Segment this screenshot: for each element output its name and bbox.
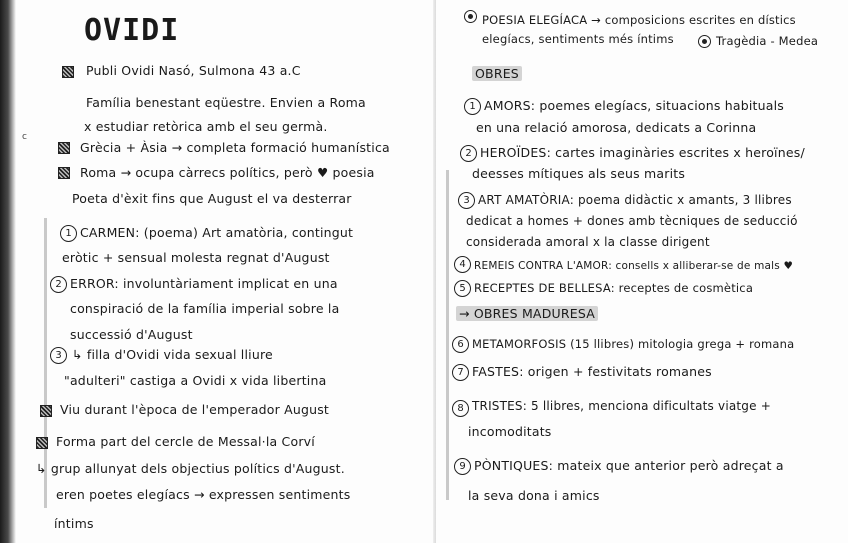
note-line: íntims <box>54 516 94 531</box>
number-marker-icon: 3 <box>458 192 475 209</box>
note-line: Poeta d'èxit fins que August el va desterrar <box>72 191 352 206</box>
note-line: Família benestant eqüestre. Envien a Roma <box>86 95 366 110</box>
note-line: ERROR: involuntàriament implicat en una <box>70 276 338 291</box>
margin-mark: c <box>22 132 27 142</box>
note-line: FASTES: origen + festivitats romanes <box>472 364 712 379</box>
number-marker-icon: 6 <box>452 336 469 353</box>
number-marker-icon: 3 <box>50 347 67 364</box>
note-line: elegíacs, sentiments més íntims <box>482 32 674 46</box>
section-heading <box>456 306 598 322</box>
right-page <box>436 0 848 543</box>
note-line: considerada amoral x la classe dirigent <box>466 235 710 249</box>
number-marker-icon: 7 <box>452 364 469 381</box>
note-line: AMORS: poemes elegíacs, situacions habituals <box>484 98 784 113</box>
note-line: "adulteri" castiga a Ovidi x vida libertina <box>64 373 327 388</box>
bullet-dot-icon <box>698 35 711 48</box>
number-marker-icon: 1 <box>60 225 77 242</box>
note-line: deesses mítiques als seus marits <box>472 166 686 181</box>
number-marker-icon: 5 <box>454 280 471 297</box>
bullet-square-icon <box>40 405 52 417</box>
note-line: TRISTES: 5 llibres, menciona dificultats viatge + <box>472 399 771 413</box>
bracket-line <box>446 170 449 500</box>
note-line: Viu durant l'època de l'emperador August <box>60 402 330 417</box>
bullet-square-icon <box>62 66 74 78</box>
number-marker-icon: 8 <box>452 400 469 417</box>
note-line: eren poetes elegíacs → expressen sentiments <box>56 487 351 502</box>
section-heading <box>472 66 522 82</box>
note-line: RECEPTES DE BELLESA: receptes de cosmètica <box>474 281 754 295</box>
number-marker-icon: 9 <box>454 458 471 475</box>
note-line: la seva dona i amics <box>468 488 600 503</box>
heading-highlight: → OBRES MADURESA <box>456 306 598 321</box>
heading-highlight: OBRES <box>472 66 522 81</box>
number-marker-icon: 1 <box>464 98 481 115</box>
bullet-dot-icon <box>464 10 477 23</box>
note-line: Forma part del cercle de Messal·la Corví <box>56 434 315 449</box>
number-marker-icon: 2 <box>50 276 67 293</box>
note-line: HEROÏDES: cartes imaginàries escrites x heroïnes/ <box>480 145 805 160</box>
note-line: en una relació amorosa, dedicats a Corinna <box>476 120 757 135</box>
note-line: ↳ grup allunyat dels objectius polítics d'August. <box>36 461 345 476</box>
number-marker-icon: 2 <box>460 145 477 162</box>
note-line: successió d'August <box>70 327 193 342</box>
note-line: ART AMATÒRIA: poema didàctic x amants, 3 llibres <box>478 193 792 207</box>
note-line: ↳ filla d'Ovidi vida sexual lliure <box>72 347 273 362</box>
number-marker-icon: 4 <box>454 256 471 273</box>
note-line: Publi Ovidi Nasó, Sulmona 43 a.C <box>86 63 301 78</box>
page-title: OVIDI <box>84 13 180 48</box>
note-line: incomoditats <box>468 424 552 439</box>
note-line: PÒNTIQUES: mateix que anterior però adreçat a <box>474 458 784 473</box>
note-line: Grècia + Àsia → completa formació humanística <box>80 140 390 155</box>
note-line: METAMORFOSIS (15 llibres) mitologia grega + romana <box>472 337 795 351</box>
note-line: Tragèdia - Medea <box>716 34 819 48</box>
bullet-square-icon <box>36 437 48 449</box>
note-line: dedicat a homes + dones amb tècniques de seducció <box>466 214 798 228</box>
note-line: CARMEN: (poema) Art amatòria, contingut <box>80 225 354 240</box>
page-edge-shadow <box>0 0 16 543</box>
note-line: POESIA ELEGÍACA → composicions escrites en dístics <box>482 13 796 27</box>
note-line: eròtic + sensual molesta regnat d'August <box>62 250 330 265</box>
bullet-square-icon <box>58 167 70 179</box>
bullet-square-icon <box>58 142 70 154</box>
note-line: x estudiar retòrica amb el seu germà. <box>84 119 328 134</box>
note-line: REMEIS CONTRA L'AMOR: consells x alliberar-se de mals ♥ <box>474 260 794 272</box>
note-line: Roma → ocupa càrrecs polítics, però ♥ poesia <box>80 165 375 180</box>
note-line: conspiració de la família imperial sobre la <box>70 301 340 316</box>
